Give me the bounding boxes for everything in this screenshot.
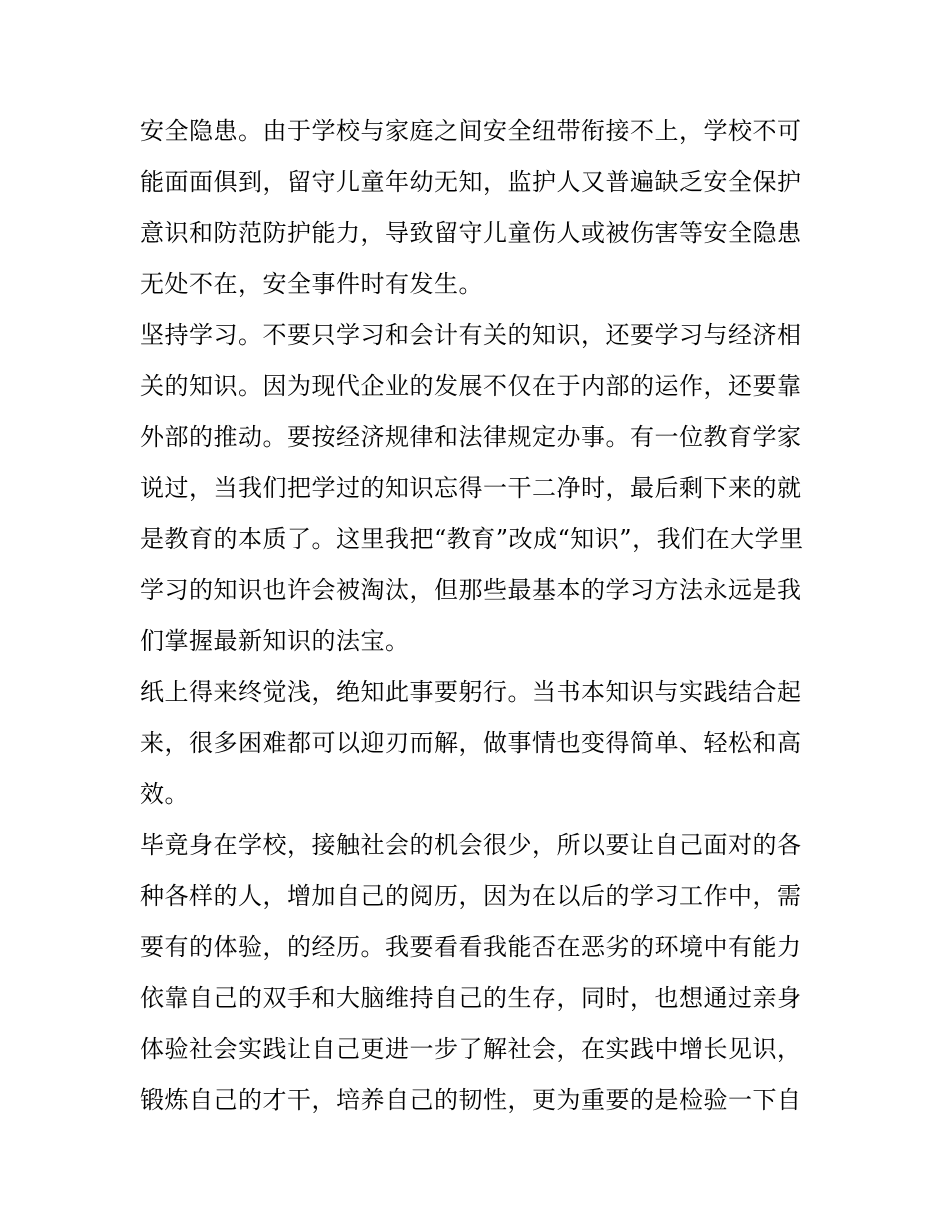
body-text — [140, 106, 820, 1126]
text-line: 无处不在，安全事件时有发生。 — [140, 270, 483, 298]
text-line: 意识和防范防护能力，导致留守儿童伤人或被伤害等安全隐患 — [140, 219, 802, 247]
text-line: 依靠自己的双手和大脑维持自己的生存，同时，也想通过亲身 — [140, 984, 802, 1012]
text-line: 能面面俱到，留守儿童年幼无知，监护人又普遍缺乏安全保护 — [140, 168, 802, 196]
text-line: 来，很多困难都可以迎刃而解，做事情也变得简单、轻松和高 — [140, 729, 802, 757]
text-line: 安全隐患。由于学校与家庭之间安全纽带衔接不上，学校不可 — [140, 117, 802, 145]
text-line: 体验社会实践让自己更进一步了解社会，在实践中增长见识， — [140, 1035, 802, 1063]
text-line: 种各样的人，增加自己的阅历，因为在以后的学习工作中，需 — [140, 882, 802, 910]
text-line: 是教育的本质了。这里我把“教育”改成“知识”，我们在大学里 — [140, 525, 804, 553]
text-line: 关的知识。因为现代企业的发展不仅在于内部的运作，还要靠 — [140, 372, 802, 400]
text-line: 说过，当我们把学过的知识忘得一干二净时，最后剩下来的就 — [140, 474, 802, 502]
text-line: 纸上得来终觉浅，绝知此事要躬行。当书本知识与实践结合起 — [140, 678, 802, 706]
text-line: 效。 — [140, 780, 189, 808]
text-line: 们掌握最新知识的法宝。 — [140, 627, 410, 655]
text-line: 锻炼自己的才干，培养自己的韧性，更为重要的是检验一下自 — [140, 1086, 802, 1114]
text-line: 毕竟身在学校，接触社会的机会很少，所以要让自己面对的各 — [140, 831, 802, 859]
text-line: 坚持学习。不要只学习和会计有关的知识，还要学习与经济相 — [140, 321, 802, 349]
text-line: 学习的知识也许会被淘汰，但那些最基本的学习方法永远是我 — [140, 576, 802, 604]
text-line: 外部的推动。要按经济规律和法律规定办事。有一位教育学家 — [140, 423, 802, 451]
text-line: 要有的体验，的经历。我要看看我能否在恶劣的环境中有能力 — [140, 933, 802, 961]
